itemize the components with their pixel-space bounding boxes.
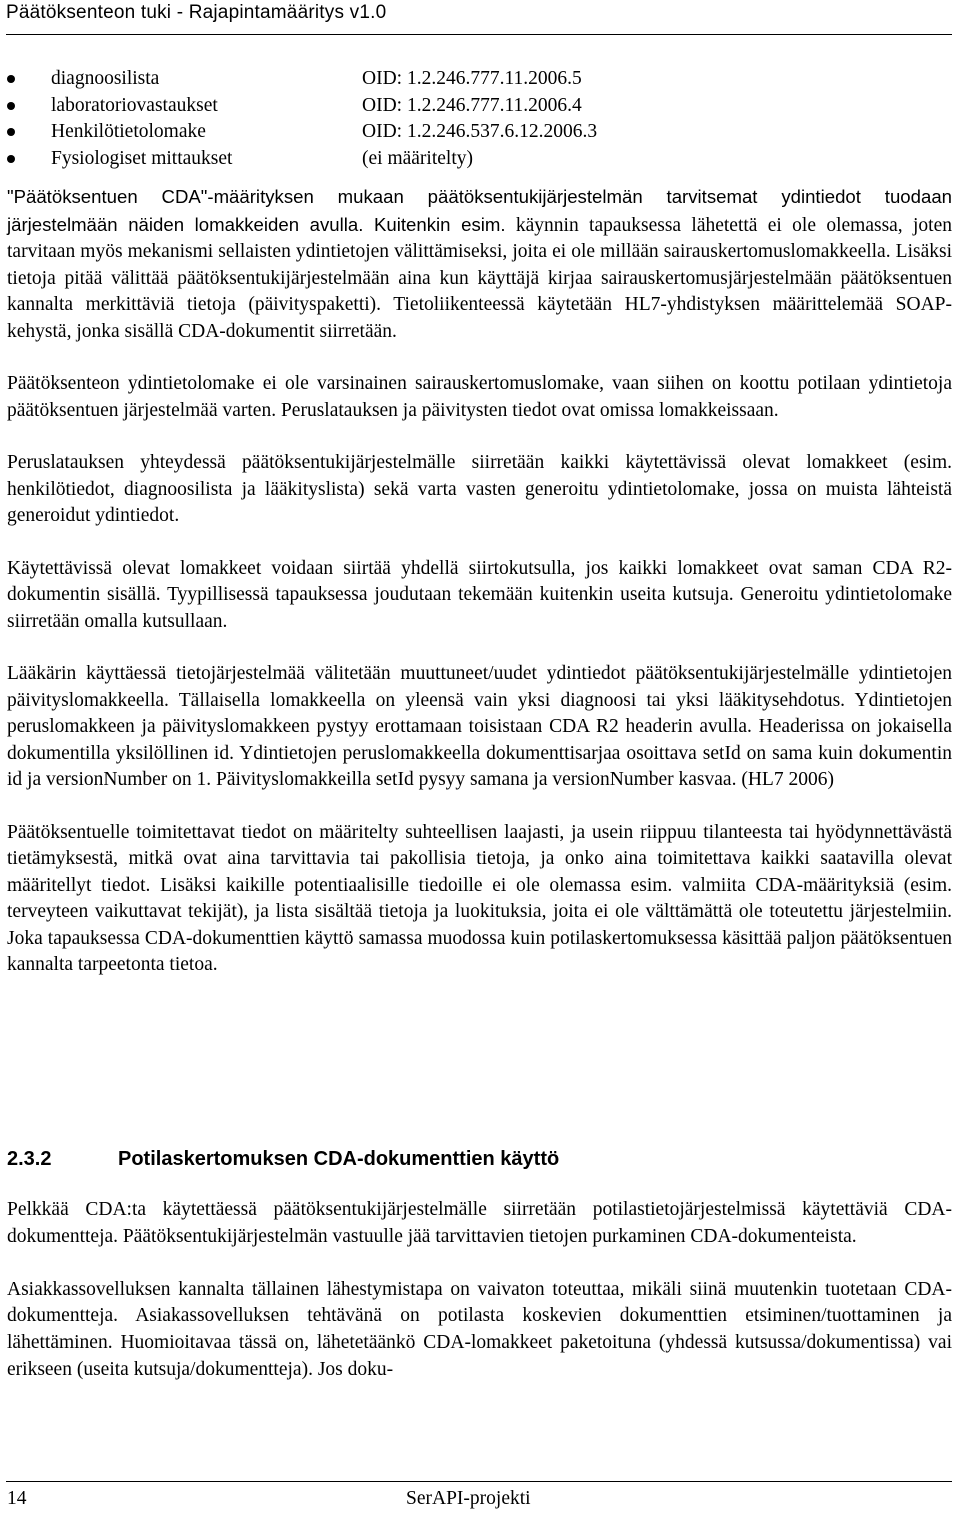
main-content xyxy=(7,66,952,979)
footer-project: SerAPI-projekti xyxy=(406,1488,531,1509)
header-rule xyxy=(6,34,952,35)
list-item xyxy=(7,119,952,146)
paragraph-sans-part: "Päätöksentuen CDA"-määrityksen mukaan päätöksentukijärjestelmän tarvitsemat ydintiedot tuodaan järjestelmään näiden lomakkeiden avulla. Kuitenkin esim. xyxy=(7,186,952,235)
bullet-icon xyxy=(7,75,15,83)
form-oid: OID: 1.2.246.537.6.12.2006.3 xyxy=(362,121,598,143)
form-name: laboratoriovastaukset xyxy=(51,94,218,116)
oid-list xyxy=(7,66,952,172)
paragraph-serif-part: käynnin tapauksessa lähetettä ei ole olemassa, joten tarvitaan myös mekanismi sellaisten ydintietojen välittämiseksi, joita ei ole millään sairauskertomuslomakkeella. Lisäksi tietoja pitää välittää päätöksentukijärjestelmään aina kun käyttäjä kirjaa sairauskertomusjärjestelmään päätöksentuen kannalta merkittäviä tietoja (päivityspaketti). Tietoliikenteessä käytetään HL7-yhdistyksen määrittelemää SOAP-kehystä, jonka sisällä CDA-dokumentit siirretään. xyxy=(7,214,952,342)
list-item xyxy=(7,66,952,93)
paragraph-cda-forms xyxy=(7,184,952,345)
bullet-icon xyxy=(7,102,15,110)
page-number: 14 xyxy=(7,1488,27,1509)
form-oid: OID: 1.2.246.777.11.2006.5 xyxy=(362,68,582,89)
paragraph-cda-only: Pelkkää CDA:ta käytettäessä päätöksentukijärjestelmälle siirretään potilastietojärjestelmissä käytettäviä CDA-dokumentteja. Päätöksentukijärjestelmän vastuulle jää tarvittavien tietojen purkaminen CDA-dokumenteista. xyxy=(7,1199,952,1247)
list-item xyxy=(7,93,952,120)
paragraph-transfer-calls: Käytettävissä olevat lomakkeet voidaan siirtää yhdellä siirtokutsulla, jos kaikki lomakkeet ovat saman CDA R2-dokumentin sisällä. Tyypillisessä tapauksessa joudutaan tekemään kuitenkin useita kutsuja. Generoitu ydintietolomake siirretään omalla kutsullaan. xyxy=(7,557,952,632)
bullet-icon xyxy=(7,155,15,163)
paragraph-update-forms: Lääkärin käyttäessä tietojärjestelmää välitetään muuttuneet/uudet ydintiedot päätöksentukijärjestelmälle ydintietojen päivityslomakkeella. Tällaisella lomakkeella on yleensä vain yksi diagnoosi tai yksi lääkitysehdotus. Ydintietojen peruslomakkeen ja päivityslomakkeen pystyy erottamaan toisistaan CDA R2 headerin avulla. Headerissa on jokaisella dokumentilla yksilöllinen id. Ydintietojen peruslomakkeella dokumenttisarjaa osoittava setId on sama kuin dokumentin id ja versionNumber on 1. Päivityslomakkeilla setId pysyy samana ja versionNumber kasvaa. (HL7 2006) xyxy=(7,663,952,791)
section-title: Potilaskertomuksen CDA-dokumenttien käyttö xyxy=(118,1148,560,1170)
paragraph-initial-load: Peruslatauksen yhteydessä päätöksentukijärjestelmälle siirretään kaikki käytettävissä olevat lomakkeet (esim. henkilötiedot, diagnoosilista ja lääkityslista) sekä varta vasten generoitu ydintietolomake, jossa on muista lähteistä generoidut ydintiedot. xyxy=(7,452,952,527)
section-number: 2.3.2 xyxy=(7,1148,52,1170)
paragraph-delivered-data: Päätöksentuelle toimitettavat tiedot on määritelty suhteellisen laajasti, ja usein riippuu tilanteesta tai hyödynnettävästä tietämyksestä, mitkä ovat aina tarvittavia tai pakollisia tietoja, ja onko aina toimitettava kaikki saatavilla olevat määritellyt tiedot. Lisäksi kaikille potentiaalisille tiedoille ei ole olemassa esim. valmiita CDA-määrityksiä (esim. terveyteen vaikuttavat tekijät), ja lista sisältää tietoja ja luokituksia, joita ei ole välttämättä ole toteutettu järjestelmiin. Joka tapauksessa CDA-dokumenttien käyttö samassa muodossa kuin potilaskertomuksessa käsittää paljon päätöksentuen kannalta tarpeetonta tietoa. xyxy=(7,821,952,976)
running-header: Päätöksenteon tuki - Rajapintamääritys v1.0 xyxy=(6,2,387,23)
footer-rule xyxy=(6,1481,952,1482)
form-name: Fysiologiset mittaukset xyxy=(51,147,233,169)
section-content xyxy=(7,1197,952,1384)
bullet-icon xyxy=(7,128,15,136)
form-oid: (ei määritelty) xyxy=(362,147,473,169)
paragraph-core-data-form: Päätöksenteon ydintietolomake ei ole varsinainen sairauskertomuslomake, vaan siihen on koottu potilaan ydintietoja päätöksentuen järjestelmää varten. Peruslatauksen ja päivitysten tiedot ovat omissa lomakkeissaan. xyxy=(7,373,952,421)
form-name: diagnoosilista xyxy=(51,68,160,89)
form-oid: OID: 1.2.246.777.11.2006.4 xyxy=(362,94,582,116)
paragraph-client-app: Asiakkassovelluksen kannalta tällainen lähestymistapa on vaivaton toteuttaa, mikäli siinä muutenkin tuotetaan CDA-dokumentteja. Asiakassovelluksen tehtävänä on potilasta koskevien dokumenttien etsiminen/tuottaminen ja lähettäminen. Huomioitavaa tässä on, lähetetäänkö CDA-lomakkeet paketoituna (yhdessä kutsussa/dokumentissa) vai erikseen (useita kutsuja/dokumentteja). Jos doku- xyxy=(7,1278,952,1380)
section-heading xyxy=(7,1148,559,1171)
form-name: Henkilötietolomake xyxy=(51,121,206,143)
list-item xyxy=(7,146,952,173)
